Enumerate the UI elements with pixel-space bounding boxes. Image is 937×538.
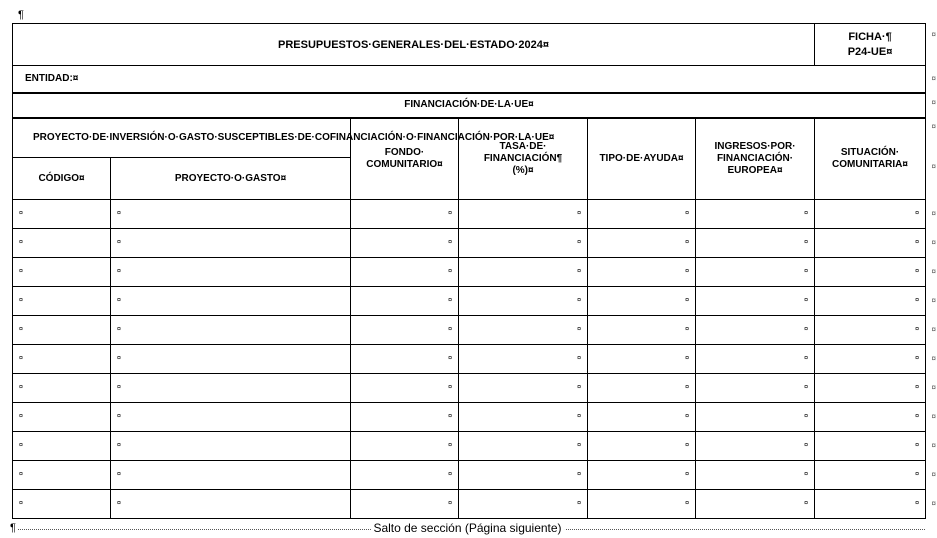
ficha-number: P24-UE¤: [847, 45, 893, 58]
fondo-label-2: COMUNITARIO¤: [366, 158, 443, 170]
fondo-cell[interactable]: ¤: [351, 316, 459, 345]
situacion-cell[interactable]: ¤: [815, 345, 926, 374]
tasa-cell[interactable]: ¤: [459, 316, 588, 345]
paragraph-mark: ¶: [10, 522, 16, 534]
ingresos-label-2: FINANCIACIÓN·: [716, 152, 794, 164]
codigo-cell[interactable]: ¤: [13, 490, 111, 519]
col-proyecto-gasto: PROYECTO·O·GASTO¤: [111, 158, 351, 200]
situacion-cell[interactable]: ¤: [815, 200, 926, 229]
tipo-ayuda-cell[interactable]: ¤: [588, 490, 696, 519]
tipo-ayuda-cell[interactable]: ¤: [588, 374, 696, 403]
ingresos-label-3: EUROPEA¤: [727, 164, 783, 176]
tipo-ayuda-cell[interactable]: ¤: [588, 229, 696, 258]
tipo-ayuda-cell[interactable]: ¤: [588, 432, 696, 461]
data-rows: [13, 200, 926, 519]
codigo-cell[interactable]: ¤: [13, 287, 111, 316]
tasa-cell[interactable]: ¤: [459, 287, 588, 316]
situacion-label-2: COMUNITARIA¤: [832, 158, 908, 170]
col-tasa-financiacion: [459, 118, 588, 200]
section-break-label: Salto de sección (Página siguiente): [370, 521, 564, 535]
row-end-marker: ¤: [931, 499, 936, 508]
row-end-marker: ¤: [931, 441, 936, 450]
col-ingresos-financiacion: [696, 118, 815, 200]
col-codigo: CÓDIGO¤: [13, 158, 111, 200]
situacion-cell[interactable]: ¤: [815, 490, 926, 519]
situacion-cell[interactable]: ¤: [815, 403, 926, 432]
situacion-cell[interactable]: ¤: [815, 461, 926, 490]
ingresos-cell[interactable]: ¤: [696, 200, 815, 229]
col-situacion-comunitaria: [815, 118, 926, 200]
ingresos-cell[interactable]: ¤: [696, 345, 815, 374]
ingresos-cell[interactable]: ¤: [696, 258, 815, 287]
row-end-marker: ¤: [931, 470, 936, 479]
row-end-marker: ¤: [931, 412, 936, 421]
proyecto-cell[interactable]: ¤: [111, 403, 351, 432]
proyecto-cell[interactable]: ¤: [111, 287, 351, 316]
table-row: [13, 432, 926, 461]
proyecto-cell[interactable]: ¤: [111, 258, 351, 287]
fondo-cell[interactable]: ¤: [351, 200, 459, 229]
situacion-cell[interactable]: ¤: [815, 374, 926, 403]
fondo-cell[interactable]: ¤: [351, 345, 459, 374]
budget-form-table: [12, 23, 926, 519]
ingresos-cell[interactable]: ¤: [696, 432, 815, 461]
tasa-label-1: TASA·DE·: [499, 140, 547, 152]
tasa-cell[interactable]: ¤: [459, 258, 588, 287]
fondo-cell[interactable]: ¤: [351, 229, 459, 258]
row-end-marker: ¤: [931, 267, 936, 276]
row-end-marker: ¤: [931, 325, 936, 334]
ingresos-cell[interactable]: ¤: [696, 374, 815, 403]
row-end-marker: ¤: [931, 354, 936, 363]
table-row: [13, 403, 926, 432]
financiacion-heading: FINANCIACIÓN·DE·LA·UE¤: [13, 93, 926, 118]
proyecto-cell[interactable]: ¤: [111, 432, 351, 461]
codigo-cell[interactable]: ¤: [13, 200, 111, 229]
tasa-cell[interactable]: ¤: [459, 490, 588, 519]
codigo-cell[interactable]: ¤: [13, 229, 111, 258]
codigo-cell[interactable]: ¤: [13, 403, 111, 432]
ingresos-cell[interactable]: ¤: [696, 461, 815, 490]
proyecto-cell[interactable]: ¤: [111, 461, 351, 490]
table-row: [13, 345, 926, 374]
tasa-label-2: FINANCIACIÓN¶: [483, 152, 563, 164]
situacion-cell[interactable]: ¤: [815, 316, 926, 345]
document-title: PRESUPUESTOS·GENERALES·DEL·ESTADO·2024¤: [13, 24, 815, 66]
codigo-cell[interactable]: ¤: [13, 374, 111, 403]
table-row: [13, 490, 926, 519]
codigo-cell[interactable]: ¤: [13, 316, 111, 345]
fondo-cell[interactable]: ¤: [351, 461, 459, 490]
tipo-ayuda-cell[interactable]: ¤: [588, 316, 696, 345]
fondo-label-1: FONDO·: [384, 146, 425, 158]
row-end-marker: ¤: [931, 238, 936, 247]
situacion-cell[interactable]: ¤: [815, 258, 926, 287]
fondo-cell[interactable]: ¤: [351, 258, 459, 287]
ingresos-cell[interactable]: ¤: [696, 403, 815, 432]
situacion-cell[interactable]: ¤: [815, 287, 926, 316]
table-row: [13, 229, 926, 258]
paragraph-mark: ¶: [18, 9, 24, 21]
tipo-ayuda-cell[interactable]: ¤: [588, 403, 696, 432]
row-end-marker: ¤: [931, 296, 936, 305]
tasa-cell[interactable]: ¤: [459, 432, 588, 461]
tipo-ayuda-cell[interactable]: ¤: [588, 345, 696, 374]
ficha-label: FICHA·¶: [848, 30, 892, 43]
table-row: [13, 316, 926, 345]
table-row: [13, 461, 926, 490]
table-row: [13, 200, 926, 229]
situacion-cell[interactable]: ¤: [815, 229, 926, 258]
fondo-cell[interactable]: ¤: [351, 490, 459, 519]
codigo-cell[interactable]: ¤: [13, 461, 111, 490]
codigo-cell[interactable]: ¤: [13, 345, 111, 374]
ficha-code: [815, 24, 926, 66]
tipo-ayuda-cell[interactable]: ¤: [588, 461, 696, 490]
row-end-marker: ¤: [931, 383, 936, 392]
tasa-cell[interactable]: ¤: [459, 200, 588, 229]
ingresos-cell[interactable]: ¤: [696, 229, 815, 258]
ingresos-cell[interactable]: ¤: [696, 287, 815, 316]
row-end-marker: ¤: [931, 162, 936, 171]
row-end-marker: ¤: [931, 122, 936, 131]
proyecto-group-header: PROYECTO·DE·INVERSIÓN·O·GASTO·SUSCEPTIBLES·DE·COFINANCIACIÓN·O·FINANCIACIÓN·POR·LA·UE¤: [13, 118, 351, 158]
tasa-cell[interactable]: ¤: [459, 461, 588, 490]
entidad-field[interactable]: ENTIDAD:¤: [13, 66, 926, 93]
row-end-marker: ¤: [931, 30, 936, 39]
proyecto-cell[interactable]: ¤: [111, 200, 351, 229]
codigo-cell[interactable]: ¤: [13, 258, 111, 287]
table-row: [13, 287, 926, 316]
ingresos-cell[interactable]: ¤: [696, 316, 815, 345]
tasa-cell[interactable]: ¤: [459, 374, 588, 403]
col-fondo-comunitario: [351, 118, 459, 200]
proyecto-cell[interactable]: ¤: [111, 374, 351, 403]
fondo-cell[interactable]: ¤: [351, 374, 459, 403]
proyecto-cell[interactable]: ¤: [111, 316, 351, 345]
row-end-marker: ¤: [931, 98, 936, 107]
proyecto-cell[interactable]: ¤: [111, 345, 351, 374]
row-end-marker: ¤: [931, 74, 936, 83]
tipo-ayuda-cell[interactable]: ¤: [588, 258, 696, 287]
tasa-cell[interactable]: ¤: [459, 229, 588, 258]
table-row: [13, 258, 926, 287]
proyecto-cell[interactable]: ¤: [111, 229, 351, 258]
section-break: [10, 520, 925, 538]
ingresos-cell[interactable]: ¤: [696, 490, 815, 519]
ingresos-label-1: INGRESOS·POR·: [714, 140, 796, 152]
table-row: [13, 374, 926, 403]
situacion-cell[interactable]: ¤: [815, 432, 926, 461]
col-tipo-ayuda: TIPO·DE·AYUDA¤: [588, 118, 696, 200]
tipo-ayuda-cell[interactable]: ¤: [588, 200, 696, 229]
fondo-cell[interactable]: ¤: [351, 287, 459, 316]
tipo-ayuda-cell[interactable]: ¤: [588, 287, 696, 316]
situacion-label-1: SITUACIÓN·: [840, 146, 900, 158]
fondo-cell[interactable]: ¤: [351, 432, 459, 461]
tasa-cell[interactable]: ¤: [459, 403, 588, 432]
tasa-label-3: (%)¤: [512, 164, 534, 176]
row-end-marker: ¤: [931, 209, 936, 218]
codigo-cell[interactable]: ¤: [13, 432, 111, 461]
tasa-cell[interactable]: ¤: [459, 345, 588, 374]
proyecto-cell[interactable]: ¤: [111, 490, 351, 519]
fondo-cell[interactable]: ¤: [351, 403, 459, 432]
